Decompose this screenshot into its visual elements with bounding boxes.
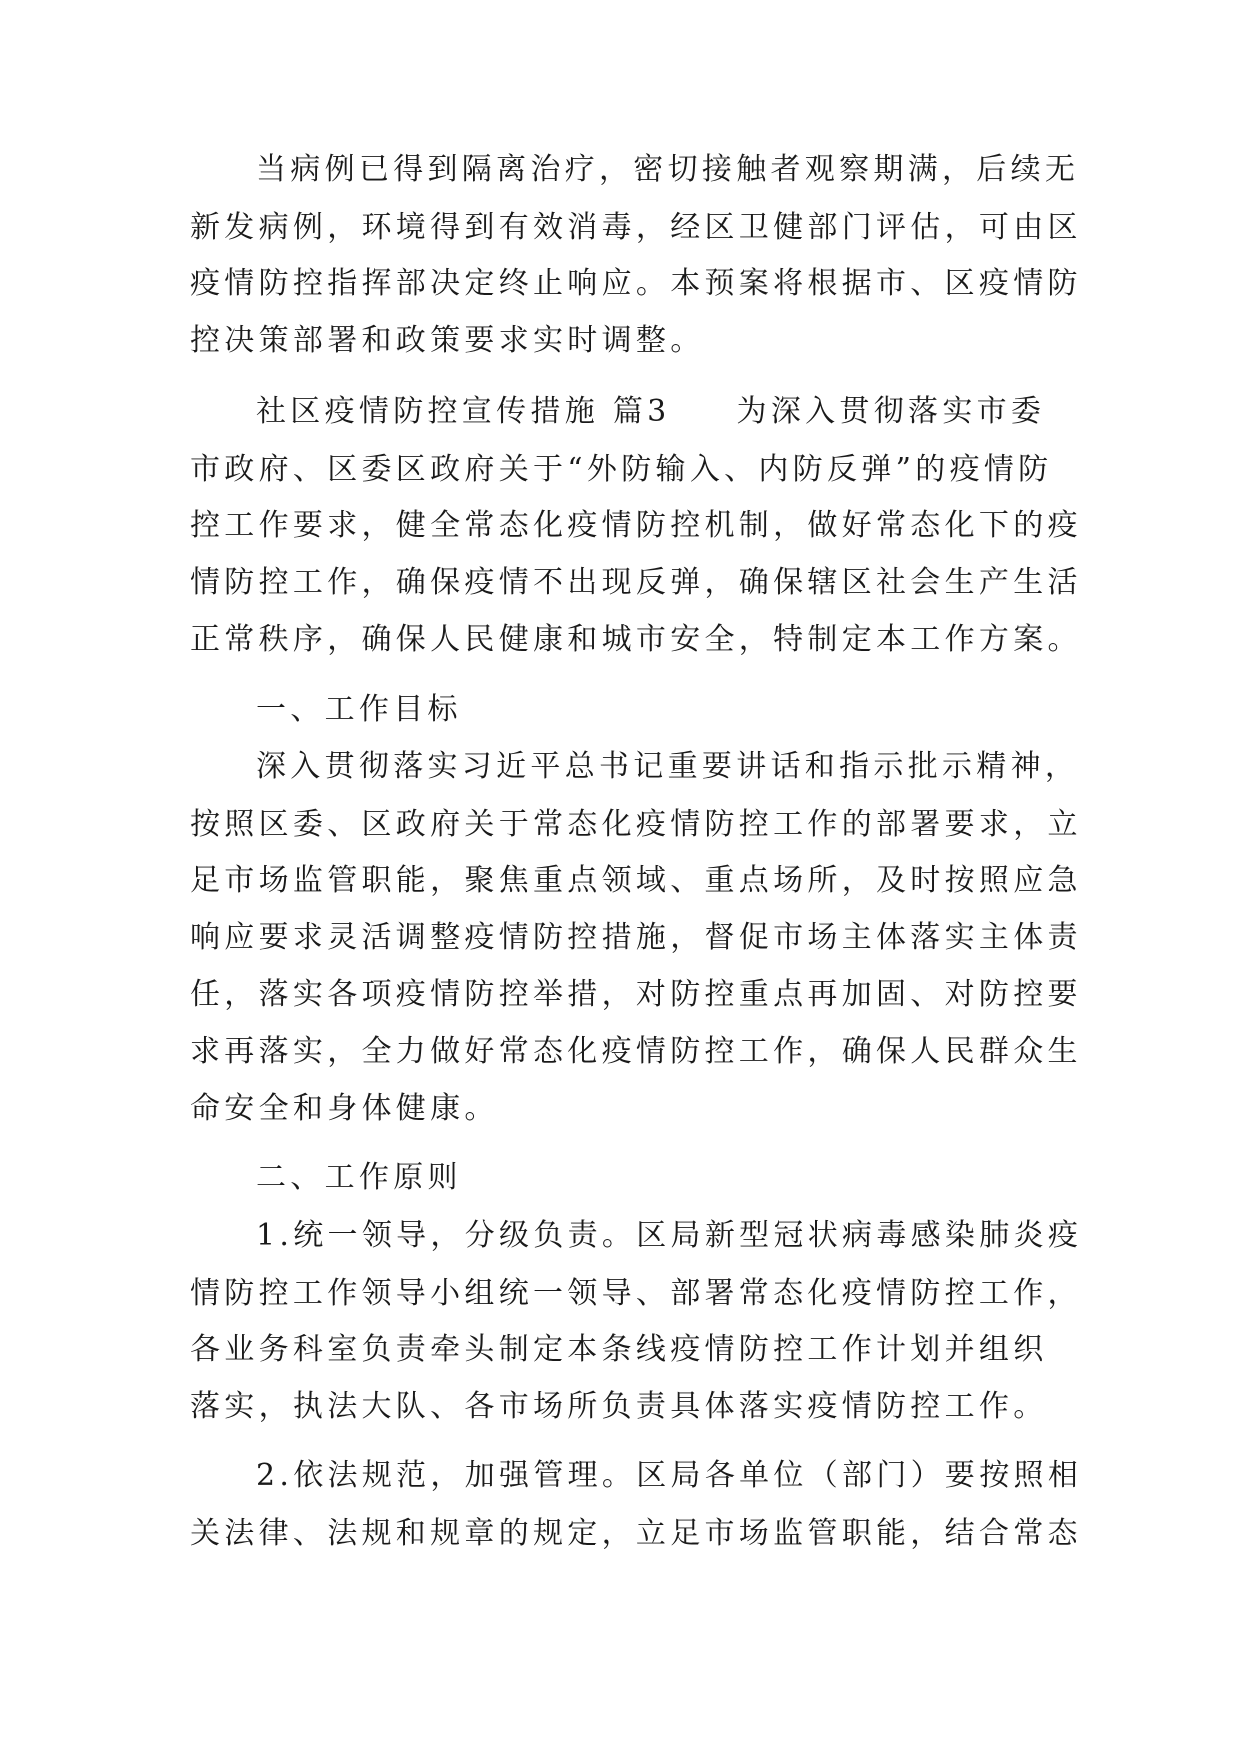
paragraph-line: 正常秩序，确保人民健康和城市安全，特制定本工作方案。: [190, 622, 1082, 657]
paragraph-line: 2.依法规范，加强管理。区局各单位（部门）要按照相: [256, 1458, 1083, 1493]
heading-work-principles: 二、工作原则: [256, 1160, 462, 1195]
section-title-line: [256, 392, 1050, 432]
paragraph-line: 响应要求灵活调整疫情防控措施，督促市场主体落实主体责: [190, 920, 1082, 955]
paragraph-line: 各业务科室负责牵头制定本条线疫情防控工作计划并组织: [190, 1332, 1048, 1367]
paragraph-line: 关法律、法规和规章的规定，立足市场监管职能，结合常态: [190, 1516, 1082, 1551]
paragraph-line: 命安全和身体健康。: [190, 1091, 499, 1126]
paragraph-line: 深入贯彻落实习近平总书记重要讲话和指示批示精神，: [256, 749, 1080, 784]
paragraph-line: 情防控工作领导小组统一领导、部署常态化疫情防控工作，: [190, 1276, 1082, 1311]
paragraph-line: 当病例已得到隔离治疗，密切接触者观察期满，后续无: [256, 152, 1080, 187]
paragraph-start: 为深入贯彻落实市委: [736, 394, 1046, 429]
paragraph-line: 1.统一领导，分级负责。区局新型冠状病毒感染肺炎疫: [256, 1218, 1083, 1253]
paragraph-line: 求再落实，全力做好常态化疫情防控工作，确保人民群众生: [190, 1034, 1082, 1069]
paragraph-line: 任，落实各项疫情防控举措，对防控重点再加固、对防控要: [190, 977, 1082, 1012]
paragraph-line: 新发病例，环境得到有效消毒，经区卫健部门评估，可由区: [190, 210, 1082, 245]
paragraph-line: 市政府、区委区政府关于“外防输入、内防反弹”的疫情防: [190, 452, 1053, 487]
paragraph-line: 疫情防控指挥部决定终止响应。本预案将根据市、区疫情防: [190, 266, 1082, 301]
paragraph-line: 控工作要求，健全常态化疫情防控机制，做好常态化下的疫: [190, 508, 1082, 543]
heading-work-goals: 一、工作目标: [256, 692, 462, 727]
paragraph-line: 落实，执法大队、各市场所负责具体落实疫情防控工作。: [190, 1389, 1048, 1424]
paragraph-line: 按照区委、区政府关于常态化疫情防控工作的部署要求，立: [190, 807, 1082, 842]
paragraph-line: 控决策部署和政策要求实时调整。: [190, 323, 705, 358]
paragraph-line: 足市场监管职能，聚焦重点领域、重点场所，及时按照应急: [190, 863, 1082, 898]
paragraph-line: 情防控工作，确保疫情不出现反弹，确保辖区社会生产生活: [190, 565, 1082, 600]
section-title: 社区疫情防控宣传措施 篇3: [256, 394, 671, 429]
